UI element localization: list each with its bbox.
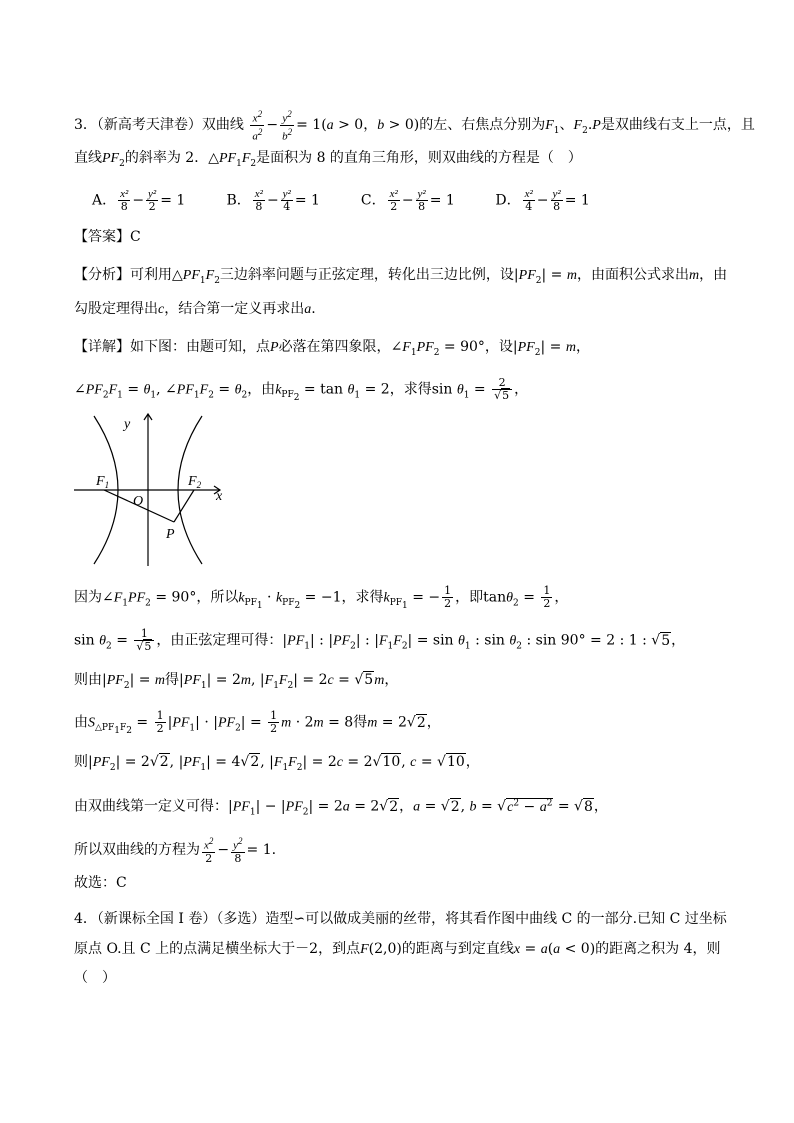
step-text-4: ，即 <box>455 589 484 606</box>
step-text-12: 所以双曲线的方程为 <box>74 841 200 858</box>
q3-source: （新高考天津卷） <box>96 117 202 134</box>
step-text-8: 由 <box>74 714 88 731</box>
q3-stem-text: 双曲线 <box>201 117 244 134</box>
q3-line-1: 3．（新高考天津卷）双曲线 $\frac{x^2}{a^2}$ − $\frac{y^2}{b^2}$ = 1(a > 0，b > 0)的左、右焦点分别为$F_1$、$F_2.P$是双曲线右支上一点，且 <box>74 109 755 143</box>
step-text-7: 得 <box>165 672 180 688</box>
q3-step-5: 则$|PF_2| = 2√2$, $|PF_1| = 4√2$, $|F_1F_2| = 2c = 2√10$, c = √10， <box>74 754 480 773</box>
choice-a[interactable]: A． $\frac{\text{x²}}{8}$ − $\frac{\text{y²}}{2}$ = 1 <box>92 188 186 213</box>
step-text-9: 得 <box>353 714 368 731</box>
q4-text-3: 的距离之积为 4，则 <box>595 941 721 957</box>
step-text-5: ，由正弦定理可得： <box>156 632 283 649</box>
step-text-10: 则 <box>74 754 88 770</box>
step-text-2: ，所以 <box>196 589 239 606</box>
q3-choices <box>92 188 625 213</box>
analysis-text-4: ，由 <box>699 267 728 283</box>
detail-text-3: ，设 <box>484 339 513 355</box>
q3-choose: 故选：C <box>74 875 127 891</box>
f1-label: $F_1$ <box>96 474 110 490</box>
q3-stem-text-2: 的左、右焦点分别为 <box>419 117 546 134</box>
choice-d[interactable]: D． $\frac{\text{x²}}{4}$ − $\frac{\text{y²}}{8}$ = 1 <box>495 188 590 213</box>
detail-text-2: 必落在第四象限， <box>278 339 391 355</box>
q4-line-3: （ ） <box>74 970 116 986</box>
analysis-text-6: ，结合第一定义再求出 <box>164 301 305 317</box>
choice-label: B． <box>226 192 251 209</box>
q3-stem-text-3: 是双曲线右支上一点，且 <box>600 117 755 134</box>
q3-line2-text-3: 是面积为 8 的直角三角形，则双曲线的方程是（ ） <box>256 150 582 166</box>
q3-step-6: 由双曲线第一定义可得：$|PF_1| - |PF_2| = 2a = 2√2$，a = √2, $b = √c^2 - a^2 = √8$， <box>74 798 608 818</box>
q3-analysis-2: 勾股定理得出c，结合第一定义再求出a. <box>74 301 316 317</box>
origin-label: O <box>133 494 144 509</box>
q4-line-1: 4．（新课标全国 I 卷）（多选）造型∽可以做成美丽的丝带，将其看作图中曲线 C 的一部分.已知 C 过坐标 <box>74 911 727 927</box>
f2-label: $F_2$ <box>188 474 202 490</box>
detail-text: 【详解】如下图：由题可知，点 <box>74 339 270 355</box>
choice-c[interactable]: C． $\frac{\text{x²}}{2}$ − $\frac{\text{y²}}{8}$ = 1 <box>360 188 455 213</box>
q3-step-1: 因为$\angle F_1PF_2 = 90^\circ$，所以$k_{PF_1} \cdot k_{PF_2} = -1$，求得$k_{PF_1}$ = − $\frac{1}{2}$ ，即tanθ$_2$ = $\frac{1}{2}$ ， <box>74 584 569 612</box>
q4-text: 原点 O.且 C 上的点满足横坐标大于－2，到点 <box>74 941 361 957</box>
choice-label: A． <box>92 192 117 209</box>
q4-line-2: 原点 O.且 C 上的点满足横坐标大于－2，到点F(2,0)的距离与到定直线x = a(a < 0)的距离之积为 4，则 <box>74 941 721 957</box>
step-text-6: 则由 <box>74 672 102 688</box>
analysis-text-2: 三边斜率问题与正弦定理，转化出三边比例，设 <box>219 267 514 283</box>
analysis-text: 【分析】可利用 <box>74 267 172 283</box>
choice-label: D． <box>495 192 521 209</box>
q3-answer: 【答案】C <box>74 229 141 245</box>
x-label: x <box>216 489 223 504</box>
step-text: 因为 <box>74 589 102 606</box>
q3-equation-frac2: $\frac{y^2}{b^2}$ <box>282 109 293 143</box>
q3-line2-text: 直线 <box>74 150 102 166</box>
q3-detail-1: 【详解】如下图：由题可知，点P必落在第四象限，$\angle F_1PF_2 = 90^\circ$，设$|PF_2| = m$， <box>74 339 590 358</box>
q3-step-2: $\sin \theta_2$ = $\frac{1}{√5}$ ，由正弦定理可得：$|PF_1|$ : $|PF_2|$ : $|F_1F_2| = \sin \theta_1$ : $\sin \theta_2$ : sin 90° = 2 : 1 : √5， <box>74 627 686 653</box>
theta-text-2: ，求得 <box>389 381 432 398</box>
hyperbola-figure <box>70 408 240 568</box>
q4-text-2: 的距离与到定直线 <box>401 941 514 957</box>
q3-equation-frac1: $\frac{x^2}{a^2}$ <box>252 109 263 143</box>
q3-line2-text-2: 的斜率为 2． <box>124 150 209 166</box>
q3-step-3: 则由$|PF_2| = m$得$|PF_1| = 2m$, $|F_1F_2| = 2c = √5m$， <box>74 672 399 691</box>
q3-step-4: 由$S_{\triangle PF_1F_2}$ = $\frac{1}{2}$ $|PF_1| \cdot |PF_2|$ = $\frac{1}{2}$ m · 2m = 8得m = 2√2， <box>74 709 441 737</box>
y-label: y <box>124 417 131 432</box>
step-text-3: ，求得 <box>341 589 384 606</box>
q3-step-7: 所以双曲线的方程为 $\frac{x^2}{2}$ − $\frac{y^2}{8}$ = 1. <box>74 836 277 865</box>
choice-b[interactable]: B． $\frac{\text{x²}}{8}$ − $\frac{\text{y²}}{4}$ = 1 <box>226 188 320 213</box>
choice-label: C． <box>360 192 386 209</box>
q3-theta-line: $\angle PF_2F_1 = \theta_1$, $\angle PF_1F_2 = \theta_2$，由$k_{PF_2} = \tan \theta_1 = 2$，求得$\sin \theta_1$ = $\frac{2}{√5}$ ， <box>74 376 529 404</box>
q3-analysis-1: 【分析】可利用$\triangle PF_1F_2$三边斜率问题与正弦定理，转化出三边比例，设$|PF_2| = m$，由面积公式求出m，由 <box>74 267 728 286</box>
segment-pf2 <box>174 490 194 522</box>
q3-number: 3． <box>74 117 97 134</box>
analysis-text-3: ，由面积公式求出 <box>576 267 689 283</box>
q3-line-2: 直线$PF_2$的斜率为 2．$\triangle PF_1F_2$是面积为 8 的直角三角形，则双曲线的方程是（ ） <box>74 150 582 169</box>
analysis-text-5: 勾股定理得出 <box>74 301 158 317</box>
p-label: P <box>166 527 175 542</box>
theta-text: ，由 <box>247 381 276 398</box>
step-text-11: 由双曲线第一定义可得： <box>74 798 228 815</box>
